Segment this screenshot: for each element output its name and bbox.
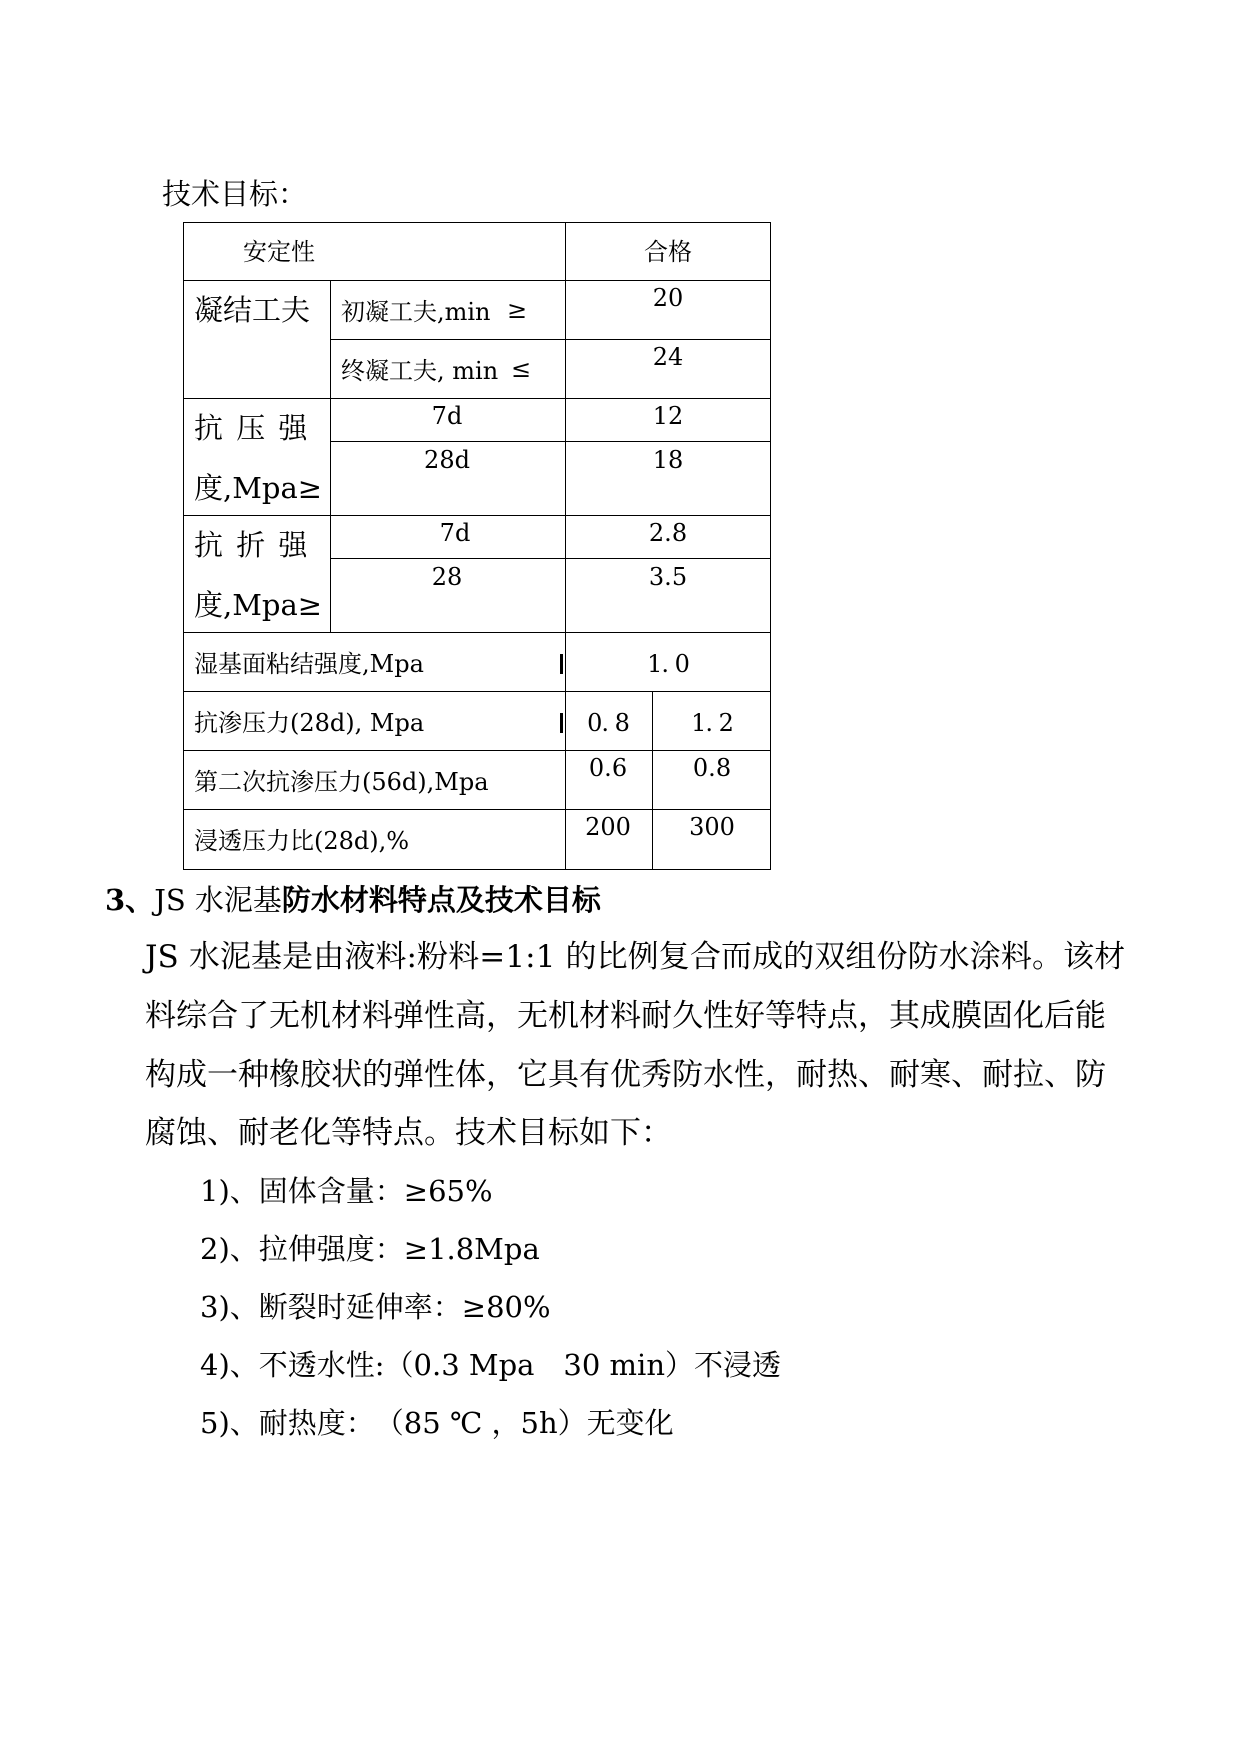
- compressive-age: 7d: [431, 402, 463, 430]
- second-impermeability-value-b: 0.8: [692, 754, 732, 782]
- stability-label: 安定性: [243, 238, 315, 266]
- paragraph-line: 料综合了无机材料弹性高，无机材料耐久性好等特点，其成膜固化后能: [145, 998, 1106, 1034]
- paragraph-line: 腐蚀、耐老化等特点。技术目标如下：: [145, 1115, 672, 1151]
- flexural-value: 3.5: [648, 563, 688, 591]
- section-number: 3、: [105, 883, 155, 917]
- table-rule: [183, 398, 771, 399]
- table-rule: [652, 691, 653, 870]
- initial-setting-label: 初凝工夫,min: [341, 298, 491, 326]
- section-title-plain: JS 水泥基: [154, 883, 282, 917]
- list-item: 3)、断裂时延伸率：≥80%: [200, 1290, 551, 1324]
- second-impermeability-value-a: 0.6: [588, 754, 628, 782]
- table-rule: [330, 558, 771, 559]
- table-rule: [183, 809, 771, 810]
- compressive-group-label-line1: 抗 压 强: [194, 411, 310, 445]
- compressive-value: 18: [652, 446, 684, 474]
- compressive-value: 12: [652, 402, 684, 430]
- impermeability-value-b: 1. 2: [691, 709, 733, 737]
- compressive-group-label-line2: 度,Mpa≥: [194, 471, 323, 505]
- paragraph-line: JS 水泥基是由液料:粉料=1:1 的比例复合而成的双组份防水涂料。该材: [145, 939, 1126, 975]
- table-rule: [330, 339, 771, 340]
- clipped-mark: [560, 713, 563, 733]
- list-item: 5)、耐热度： （85 ℃ ，5h）无变化: [200, 1406, 674, 1440]
- impermeability-label: 抗渗压力(28d), Mpa: [194, 709, 425, 737]
- compressive-age: 28d: [424, 446, 470, 474]
- flexural-group-label-line2: 度,Mpa≥: [194, 588, 323, 622]
- paragraph-line: 构成一种橡胶状的弹性体，它具有优秀防水性，耐热、耐寒、耐拉、防: [145, 1057, 1106, 1093]
- wet-bond-value: 1. 0: [647, 650, 689, 678]
- initial-setting-value: 20: [652, 284, 684, 312]
- table-rule: [565, 222, 566, 870]
- second-impermeability-label: 第二次抗渗压力(56d),Mpa: [194, 768, 489, 796]
- final-setting-value: 24: [652, 343, 684, 371]
- list-item: 4)、不透水性:（0.3 Mpa 30 min）不浸透: [200, 1348, 781, 1382]
- final-setting-label: 终凝工夫, min: [341, 357, 499, 385]
- section-title-bold: 防水材料特点及技术目标: [281, 883, 601, 917]
- setting-time-group-label: 凝结工夫: [194, 293, 311, 327]
- table-rule: [183, 632, 771, 633]
- flexural-value: 2.8: [648, 519, 688, 547]
- permeation-ratio-value-b: 300: [689, 813, 735, 841]
- table-rule: [183, 280, 771, 281]
- intro-label: 技术目标：: [162, 177, 308, 211]
- permeation-ratio-label: 浸透压力比(28d),%: [194, 827, 410, 855]
- table-rule: [183, 750, 771, 751]
- final-setting-symbol: ≤: [511, 355, 532, 383]
- table-rule: [183, 691, 771, 692]
- flexural-age: 28: [431, 563, 463, 591]
- table-rule: [330, 441, 771, 442]
- wet-bond-label: 湿基面粘结强度,Mpa: [194, 650, 424, 678]
- clipped-mark: [560, 654, 563, 674]
- permeation-ratio-value-a: 200: [585, 813, 631, 841]
- table-rule: [183, 515, 771, 516]
- table-rule: [330, 280, 331, 632]
- flexural-age: 7d: [439, 519, 471, 547]
- section-heading: [105, 883, 601, 917]
- list-item: 2)、拉伸强度：≥1.8Mpa: [200, 1232, 540, 1266]
- impermeability-value-a: 0. 8: [587, 709, 629, 737]
- stability-value: 合格: [644, 238, 692, 266]
- initial-setting-symbol: ≥: [507, 296, 528, 324]
- list-item: 1)、固体含量：≥65%: [200, 1174, 493, 1208]
- flexural-group-label-line1: 抗 折 强: [194, 528, 310, 562]
